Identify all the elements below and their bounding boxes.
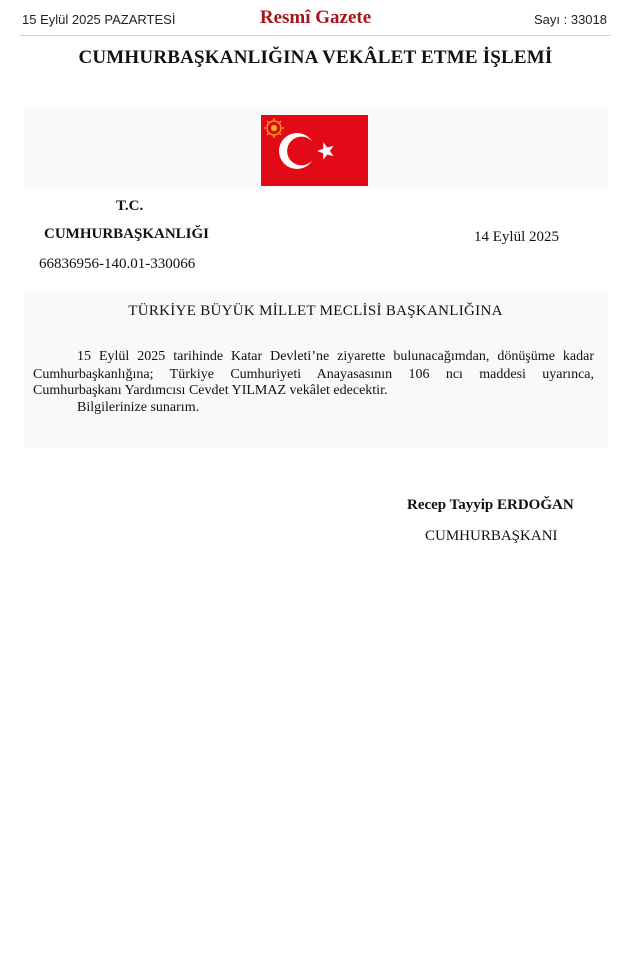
gazette-title[interactable]: Resmî Gazete (259, 7, 372, 28)
body-line-3: Cumhurbaşkanı Yardımcısı Cevdet YILMAZ vekâlet edecektir. (33, 383, 388, 398)
closing-line: Bilgilerinize sunarım. (77, 400, 200, 415)
body-line-2: Cumhurbaşkanlığına; Türkiye Cumhuriyeti Anayasasının 106 ncı maddesi uyarınca, (33, 367, 594, 382)
document-title: CUMHURBAŞKANLIĞINA VEKÂLET ETME İŞLEMİ (78, 47, 553, 68)
letter-date: 14 Eylül 2025 (474, 229, 559, 245)
header-date: 15 Eylül 2025 PAZARTESİ (22, 12, 176, 27)
signer-title: CUMHURBAŞKANI (425, 528, 558, 544)
reference-number: 66836956-140.01-330066 (39, 256, 196, 272)
org-tc: T.C. (116, 198, 144, 214)
turkish-flag-icon (261, 115, 368, 186)
issue-number: Sayı : 33018 (534, 12, 607, 27)
body-paragraph (33, 348, 594, 384)
header-divider (20, 35, 611, 36)
signer-name: Recep Tayyip ERDOĞAN (407, 497, 574, 513)
org-name: CUMHURBAŞKANLIĞI (44, 226, 210, 242)
body-line-1: 15 Eylül 2025 tarihinde Katar Devleti’ne ziyarette bulunacağımdan, dönüşüme kadar (77, 349, 594, 364)
addressee: TÜRKİYE BÜYÜK MİLLET MECLİSİ BAŞKANLIĞINA (128, 303, 503, 319)
presidential-seal-icon (264, 118, 284, 138)
